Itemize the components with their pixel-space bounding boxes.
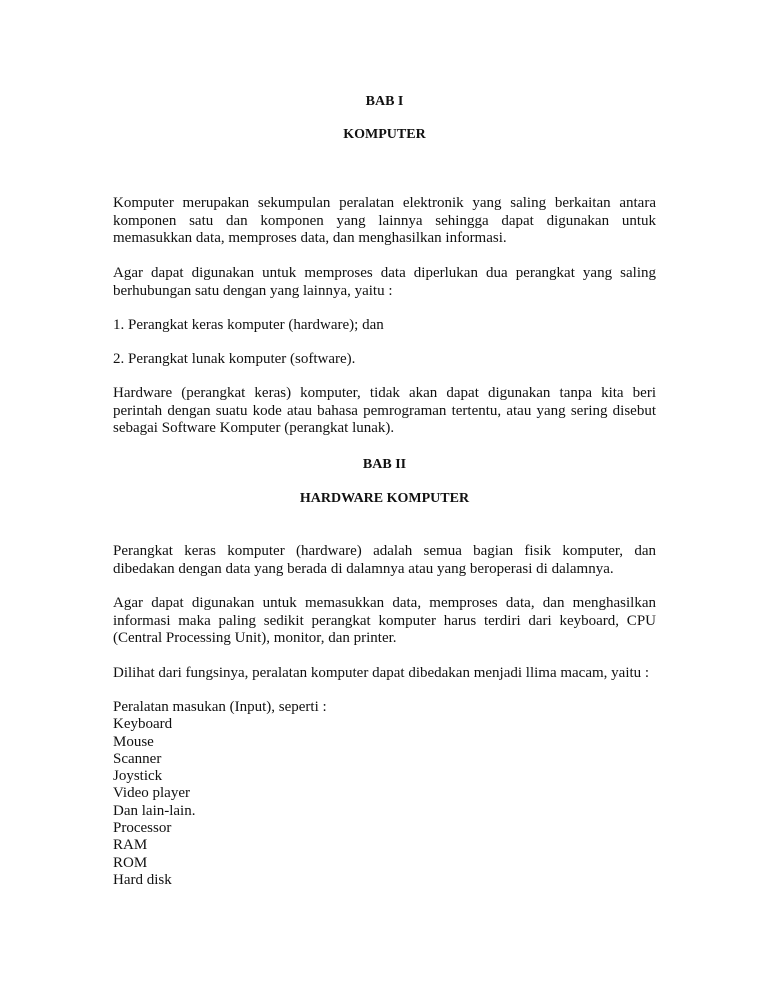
chapter-2-paragraph-3 xyxy=(113,665,656,683)
list-item: Keyboard xyxy=(113,716,173,733)
list-item: Scanner xyxy=(113,750,162,767)
paragraph-line: berhubungan satu dengan yang lainnya, yaitu : xyxy=(113,282,393,299)
list-item: 1. Perangkat keras komputer (hardware); dan xyxy=(113,317,384,333)
chapter-2-paragraph-2 xyxy=(113,595,656,648)
list-item: Dan lain-lain. xyxy=(113,802,196,819)
chapter-1-paragraph-2 xyxy=(113,265,656,300)
paragraph-line: perintah dengan suatu kode atau bahasa pemrograman tertentu, atau yang sering disebut xyxy=(113,402,656,419)
paragraph-line: informasi maka paling sedikit perangkat komputer harus terdiri dari keyboard, CPU xyxy=(113,612,656,629)
device-list xyxy=(113,699,656,889)
chapter-1-paragraph-3 xyxy=(113,385,656,438)
paragraph-line: komponen satu dan komponen yang lainnya sehingga dapat digunakan untuk xyxy=(113,212,656,229)
paragraph-line: memasukkan data, memproses data, dan menghasilkan informasi. xyxy=(113,230,507,246)
paragraph-line: Dilihat dari fungsinya, peralatan komputer dapat dibedakan menjadi llima macam, yaitu : xyxy=(113,665,650,681)
chapter-1-title: KOMPUTER xyxy=(343,127,426,142)
paragraph-line: sebagai Software Komputer (perangkat lunak). xyxy=(113,420,395,436)
list-item: RAM xyxy=(113,837,148,854)
paragraph-line: dibedakan dengan data yang berada di dalamnya atau yang beroperasi di dalamnya. xyxy=(113,560,614,577)
list-item: Hard disk xyxy=(113,871,172,888)
list-item: Video player xyxy=(113,785,190,802)
chapter-2-title: HARDWARE KOMPUTER xyxy=(299,491,470,506)
list-item: Mouse xyxy=(113,733,154,750)
list-item: Processor xyxy=(113,820,172,837)
list-item: ROM xyxy=(113,854,148,871)
paragraph-line: Perangkat keras komputer (hardware) adalah semua bagian fisik komputer, dan xyxy=(113,543,656,559)
hardware-list-item xyxy=(113,317,656,335)
paragraph-line: Agar dapat digunakan untuk memproses data diperlukan dua perangkat yang saling xyxy=(113,265,656,281)
chapter-1-label: BAB I xyxy=(365,94,404,109)
paragraph-line: Agar dapat digunakan untuk memasukkan data, memproses data, dan menghasilkan xyxy=(113,595,656,611)
chapter-2-label: BAB II xyxy=(362,457,407,472)
paragraph-line: Komputer merupakan sekumpulan peralatan elektronik yang saling berkaitan antara xyxy=(113,195,656,211)
paragraph-line: Hardware (perangkat keras) komputer, tidak akan dapat digunakan tanpa kita beri xyxy=(113,385,656,401)
list-item: Joystick xyxy=(113,768,163,785)
paragraph-line: (Central Processing Unit), monitor, dan printer. xyxy=(113,630,397,646)
software-list-item xyxy=(113,351,656,369)
list-item: 2. Perangkat lunak komputer (software). xyxy=(113,351,356,367)
list-item: Peralatan masukan (Input), seperti : xyxy=(113,699,327,715)
chapter-2-paragraph-1 xyxy=(113,543,656,578)
chapter-1-paragraph-1 xyxy=(113,195,656,248)
